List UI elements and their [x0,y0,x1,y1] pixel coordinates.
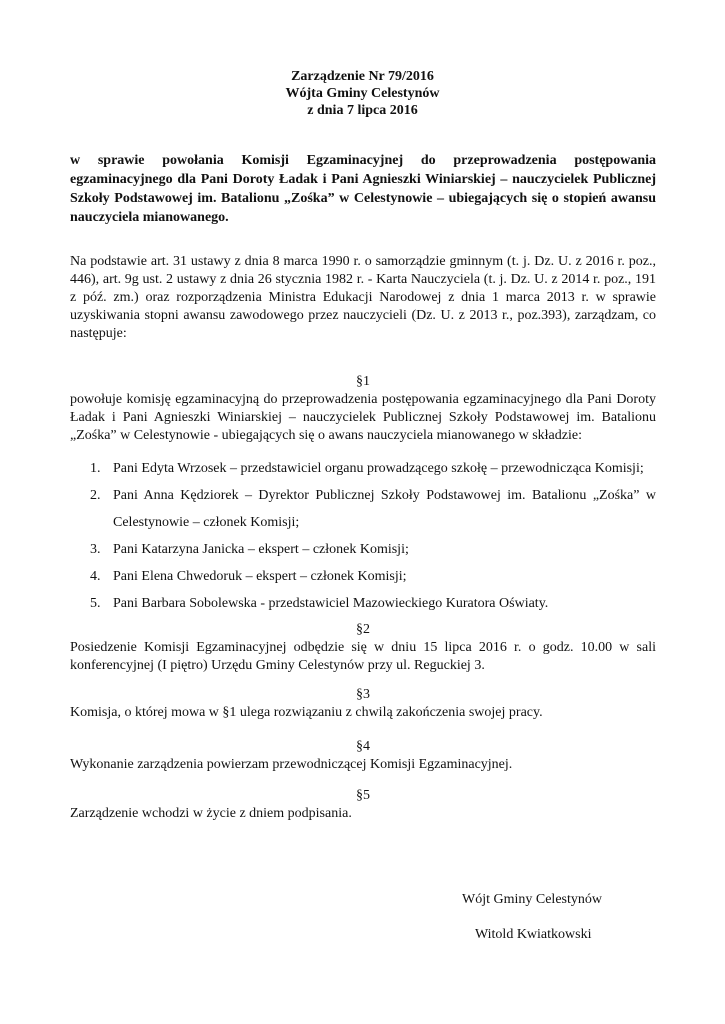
list-item-text: Pani Katarzyna Janicka – ekspert – członek Komisji; [113,542,409,557]
ordinance-subject: w sprawie powołania Komisji Egzaminacyjnej do przeprowadzenia postępowania egzaminacyjnego dla Pani Doroty Ładak i Pani Agnieszki Winiarskiej – nauczycielek Publicznej Szkoły Podstawowej im. Batalionu „Zośka” w Celestynowie – ubiegających się o stopień awansu nauczyciela mianowanego. [70,153,656,225]
issuer: Wójta Gminy Celestynów [285,86,440,101]
section-body: Komisja, o której mowa w §1 ulega rozwiązaniu z chwilą zakończenia swojej pracy. [70,705,543,720]
signatory-name: Witold Kwiatkowski [475,927,592,942]
list-item-number: 1. [90,461,101,476]
section-body: Zarządzenie wchodzi w życie z dniem podpisania. [70,806,352,821]
section-body: powołuje komisję egzaminacyjną do przeprowadzenia postępowania egzaminacyjnego dla Pani Doroty Ładak i Pani Agnieszki Winiarskiej – nauczycielek Publicznej Szkoły Podstawowej im. Batalionu „Zośka” w Celestynowie - ubiegających się o awans nauczyciela mianowanego w składzie: [70,392,656,443]
list-item-number: 5. [90,596,101,611]
section-mark: §1 [356,374,370,389]
list-item-text: Pani Elena Chwedoruk – ekspert – członek Komisji; [113,569,407,584]
list-item [70,536,656,563]
section-1 [70,373,656,445]
list-item [70,482,656,536]
section-mark: §3 [356,687,370,702]
section-mark: §2 [356,622,370,637]
list-item-number: 4. [90,569,101,584]
section-2 [70,621,656,675]
signatory-title: Wójt Gminy Celestynów [462,892,602,907]
section-body: Posiedzenie Komisji Egzaminacyjnej odbędzie się w dniu 15 lipca 2016 r. o godz. 10.00 w sali konferencyjnej (I piętro) Urzędu Gminy Celestynów przy ul. Reguckiej 3. [70,640,656,673]
list-item-text: Pani Anna Kędziorek – Dyrektor Publicznej Szkoły Podstawowej im. Batalionu „Zośka” w Celestynowie – członek Komisji; [113,488,656,530]
list-item-text: Pani Barbara Sobolewska - przedstawiciel Mazowieckiego Kuratora Oświaty. [113,596,549,611]
section-3 [70,686,656,722]
section-mark: §5 [356,788,370,803]
commission-members-list [70,455,656,617]
list-item-text: Pani Edyta Wrzosek – przedstawiciel organu prowadzącego szkołę – przewodnicząca Komisji; [113,461,644,476]
section-4 [70,738,656,774]
list-item [70,455,656,482]
list-item [70,563,656,590]
ordinance-date: z dnia 7 lipca 2016 [307,103,418,118]
list-item-number: 3. [90,542,101,557]
ordinance-number: Zarządzenie Nr 79/2016 [291,69,434,84]
section-5 [70,787,656,823]
section-mark: §4 [356,739,370,754]
legal-basis-paragraph: Na podstawie art. 31 ustawy z dnia 8 marca 1990 r. o samorządzie gminnym (t. j. Dz. U. z 2016 r. poz., 446), art. 9g ust. 2 ustawy z dnia 26 stycznia 1982 r. - Karta Nauczyciela (t. j. Dz. U. z 2014 r. poz., 191 z póź. zm.) oraz rozporządzenia Ministra Edukacji Narodowej z dnia 1 marca 2013 r. w sprawie uzyskiwania stopni awansu zawodowego przez nauczycieli (Dz. U. z 2013 r., poz.393), zarządzam, co następuje: [70,254,656,341]
document-header [0,68,725,119]
section-body: Wykonanie zarządzenia powierzam przewodniczącej Komisji Egzaminacyjnej. [70,757,513,772]
list-item-number: 2. [90,488,101,503]
list-item [70,590,656,617]
